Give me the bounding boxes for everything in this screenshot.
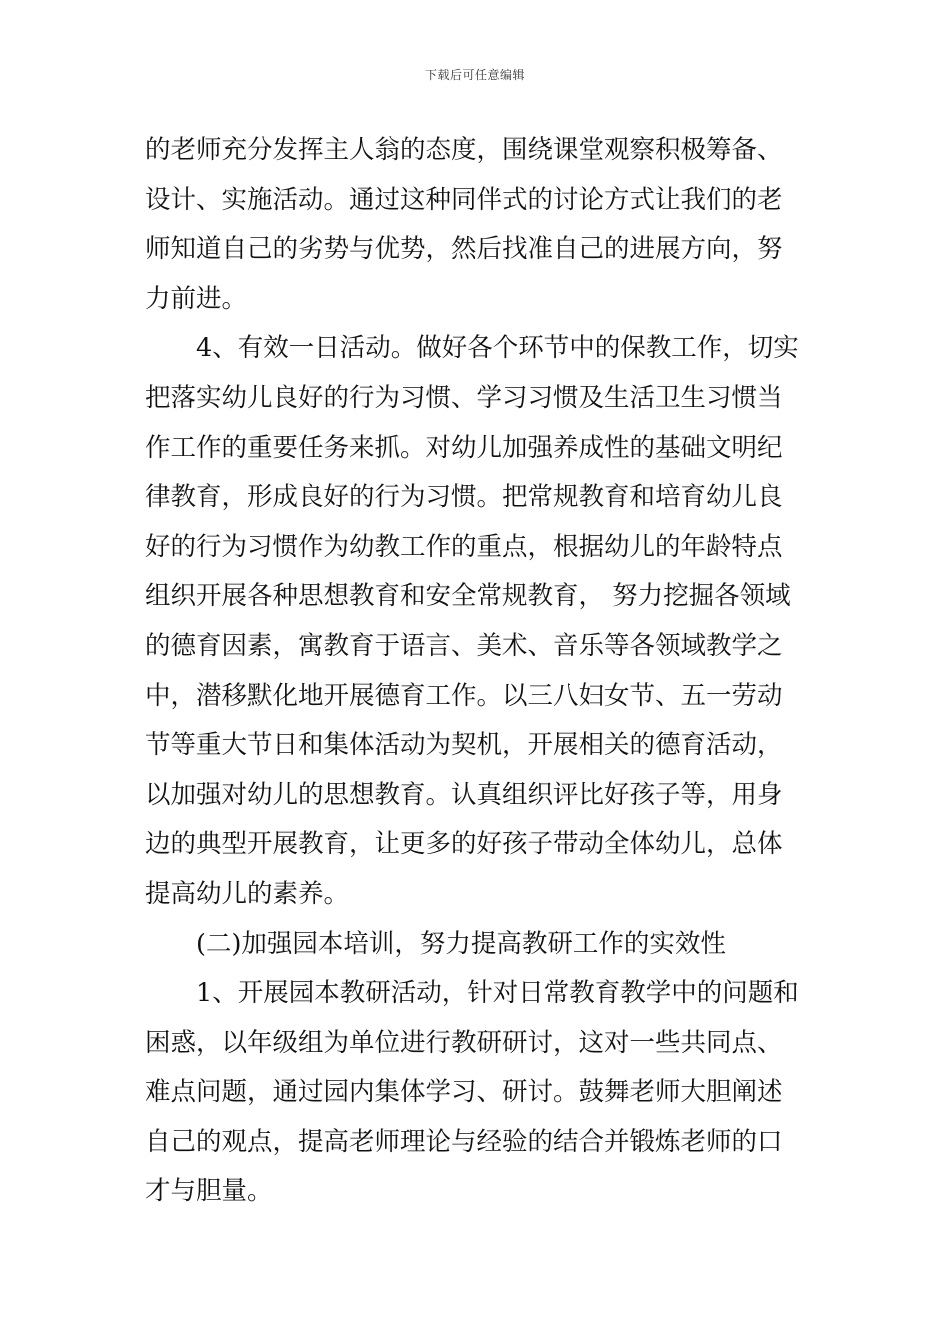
text-line: 组织开展各种思想教育和安全常规教育， 努力挖掘各领域 <box>145 581 791 612</box>
text-line: 力前进。 <box>145 283 248 314</box>
text-line: 以加强对幼儿的思想教育。认真组织评比好孩子等，用身 <box>145 779 783 810</box>
text-line: 边的典型开展教育，让更多的好孩子带动全体幼儿，总体 <box>145 829 783 860</box>
text-line: 节等重大节日和集体活动为契机，开展相关的德育活动， <box>145 730 783 761</box>
text-line: 设计、实施活动。通过这种同伴式的讨论方式让我们的老 <box>145 184 783 215</box>
text-line: 好的行为习惯作为幼教工作的重点，根据幼儿的年龄特点 <box>145 531 783 562</box>
text-line: 提高幼儿的素养。 <box>145 878 350 909</box>
text-line: 律教育，形成良好的行为习惯。把常规教育和培育幼儿良 <box>145 482 783 513</box>
document-body <box>145 126 810 1217</box>
text-line: 4、有效一日活动。做好各个环节中的保教工作，切实 <box>196 333 799 364</box>
page-header: 下载后可任意编辑 <box>424 68 525 82</box>
text-line: 师知道自己的劣势与优势，然后找准自己的进展方向，努 <box>145 234 783 265</box>
text-line: 困惑，以年级组为单位进行教研研讨，这对一些共同点、 <box>145 1027 783 1058</box>
text-line: 中，潜移默化地开展德育工作。以三八妇女节、五一劳动 <box>145 680 783 711</box>
text-line: 自己的观点，提高老师理论与经验的结合并锻炼老师的口 <box>145 1126 783 1157</box>
text-line: 难点问题，通过园内集体学习、研讨。鼓舞老师大胆阐述 <box>145 1077 783 1108</box>
text-line: 才与胆量。 <box>145 1176 273 1207</box>
text-line: 的德育因素，寓教育于语言、美术、音乐等各领域教学之 <box>145 630 783 661</box>
text-line: 1、开展园本教研活动，针对日常教育教学中的问题和 <box>196 978 799 1009</box>
text-line: 的老师充分发挥主人翁的态度，围绕课堂观察积极筹备、 <box>145 135 783 165</box>
text-line: (二)加强园本培训，努力提高教研工作的实效性 <box>196 928 726 959</box>
text-line: 把落实幼儿良好的行为习惯、学习习惯及生活卫生习惯当 <box>145 382 783 413</box>
text-line: 作工作的重要任务来抓。对幼儿加强养成性的基础文明纪 <box>145 432 783 463</box>
